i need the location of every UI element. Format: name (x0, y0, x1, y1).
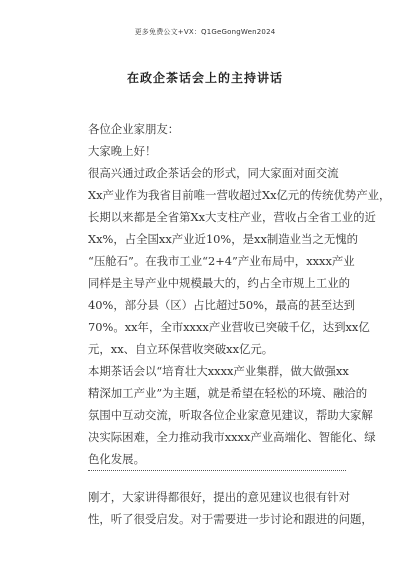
paragraph-line: 40%，部分县（区）占比超过50%，最高的甚至达到 (88, 298, 356, 312)
paragraph-line: 本期茶话会以“培育壮大xxxx产业集群，做大做强xx (88, 364, 349, 378)
paragraph-line: 很高兴通过政企茶话会的形式，同大家面对面交流 (88, 166, 339, 180)
paragraph-line: 色化发展。 (88, 452, 145, 466)
section-separator (88, 470, 346, 471)
salutation: 各位企业家朋友： (88, 122, 180, 136)
paragraph-3 (88, 485, 373, 529)
paragraph-line: 刚才，大家讲得都很好，提出的意见建议也很有针对 (88, 490, 350, 504)
paragraph-1 (88, 162, 391, 360)
paragraph-line: 氛围中互动交流，听取各位企业家意见建议，帮助大家解 (88, 408, 373, 422)
paragraph-line: Xx产业作为我省目前唯一营收超过Xx亿元的传统优势产业， (88, 188, 391, 202)
paragraph-line: 同样是主导产业中规模最大的，约占全市规上工业的 (88, 276, 350, 290)
paragraph-line: 性，听了很受启发。对于需要进一步讨论和跟进的问题， (88, 512, 373, 526)
document-body (88, 118, 391, 470)
paragraph-line: “压舱石”。在我市工业“2+4”产业布局中，xxxx产业 (88, 254, 355, 268)
greeting: 大家晚上好！ (88, 144, 157, 158)
paragraph-line: 长期以来都是全省第Xx大支柱产业，营收占全省工业的近 (88, 210, 376, 224)
header-note: 更多免费公文+VX：Q1GeGongWen2024 (134, 28, 276, 36)
paragraph-line: Xx%，占全国xx产业近10%，是xx制造业当之无愧的 (88, 232, 359, 246)
paragraph-line: 70%。xx年，全市xxxx产业营收已突破千亿，达到xx亿 (88, 320, 370, 334)
paragraph-line: 决实际困难，全力推动我市xxxx产业高端化、智能化、绿 (88, 430, 376, 444)
document-title: 在政企茶话会上的主持讲话 (126, 71, 283, 85)
paragraph-line: 元，xx、自立环保营收突破xx亿元。 (88, 342, 274, 356)
paragraph-line: 精深加工产业”为主题，就是希望在轻松的环境、融洽的 (88, 386, 368, 400)
paragraph-2 (88, 360, 376, 470)
